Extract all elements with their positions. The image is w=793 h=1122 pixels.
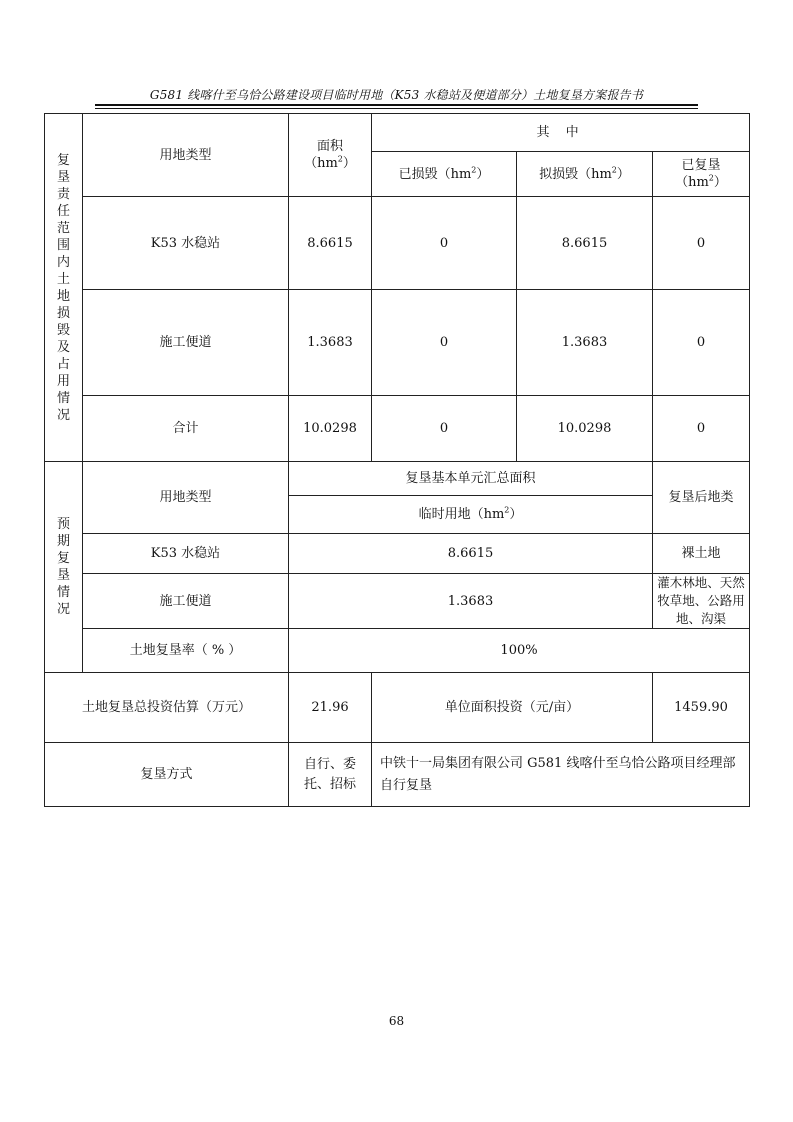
investment-total-value: 21.96 bbox=[289, 673, 372, 743]
page-header: G581 线喀什至乌恰公路建设项目临时用地（K53 水稳站及便道部分）土地复垦方案报告书 bbox=[149, 88, 644, 102]
row2-after-type: 裸土地 bbox=[653, 534, 750, 574]
table-row bbox=[45, 673, 750, 743]
method-type: 自行、委托、招标 bbox=[289, 743, 372, 807]
section1-side-label: 复 垦 责 任 范 围 内 土 地 损 毁 及 占 用 情 况 bbox=[45, 114, 83, 462]
row-area: 8.6615 bbox=[289, 197, 372, 290]
section2-side-label: 预 期 复 垦 情 况 bbox=[45, 462, 83, 673]
row-reclaimed: 0 bbox=[653, 396, 750, 462]
header-rule-thin bbox=[95, 108, 698, 109]
row-damaged: 0 bbox=[372, 197, 517, 290]
table-row bbox=[45, 534, 750, 574]
row2-land-type: K53 水稳站 bbox=[83, 534, 289, 574]
header-rule-thick bbox=[95, 104, 698, 106]
investment-unit-value: 1459.90 bbox=[653, 673, 750, 743]
investment-unit-label: 单位面积投资（元/亩） bbox=[372, 673, 653, 743]
row-damaged: 0 bbox=[372, 396, 517, 462]
header-planned: 拟损毁$(hm^2)$ bbox=[517, 152, 653, 197]
row-planned: 10.0298 bbox=[517, 396, 653, 462]
table-row bbox=[45, 629, 750, 673]
header-area: 面积$(hm^2)$ bbox=[289, 114, 372, 197]
row2-after-type: 灌木林地、天然牧草地、公路用地、沟渠 bbox=[653, 574, 750, 629]
rate-label: 土地复垦率（ % ） bbox=[83, 629, 289, 673]
rate-value: 100% bbox=[289, 629, 750, 673]
row-reclaimed: 0 bbox=[653, 197, 750, 290]
header-among: 其 中 bbox=[372, 114, 750, 152]
table-row bbox=[45, 290, 750, 396]
row2-area: 8.6615 bbox=[289, 534, 653, 574]
table-row bbox=[45, 197, 750, 290]
row-area: 10.0298 bbox=[289, 396, 372, 462]
row2-area: 1.3683 bbox=[289, 574, 653, 629]
header2-after-type: 复垦后地类 bbox=[653, 462, 750, 534]
method-description: 中铁十一局集团有限公司 G581 线喀什至乌恰公路项目经理部自行复垦 bbox=[372, 743, 750, 807]
page-number: 68 bbox=[388, 1014, 405, 1028]
row2-land-type: 施工便道 bbox=[83, 574, 289, 629]
row-damaged: 0 bbox=[372, 290, 517, 396]
table-row bbox=[45, 396, 750, 462]
header-damaged: 已损毁$(hm^2)$ bbox=[372, 152, 517, 197]
row-land-type: 合计 bbox=[83, 396, 289, 462]
header2-temp-land: 临时用地$(hm^2)$ bbox=[289, 496, 653, 534]
row-planned: 8.6615 bbox=[517, 197, 653, 290]
row-land-type: 施工便道 bbox=[83, 290, 289, 396]
reclamation-table bbox=[44, 113, 750, 807]
table-row bbox=[45, 574, 750, 629]
row-area: 1.3683 bbox=[289, 290, 372, 396]
header2-summary-area: 复垦基本单元汇总面积 bbox=[289, 462, 653, 496]
header-land-type: 用地类型 bbox=[83, 114, 289, 197]
row-planned: 1.3683 bbox=[517, 290, 653, 396]
method-label: 复垦方式 bbox=[45, 743, 289, 807]
row-reclaimed: 0 bbox=[653, 290, 750, 396]
header-reclaimed: 已复垦$(hm^2)$ bbox=[653, 152, 750, 197]
table-row bbox=[45, 743, 750, 807]
header2-land-type: 用地类型 bbox=[83, 462, 289, 534]
investment-total-label: 土地复垦总投资估算（万元） bbox=[45, 673, 289, 743]
row-land-type: K53 水稳站 bbox=[83, 197, 289, 290]
